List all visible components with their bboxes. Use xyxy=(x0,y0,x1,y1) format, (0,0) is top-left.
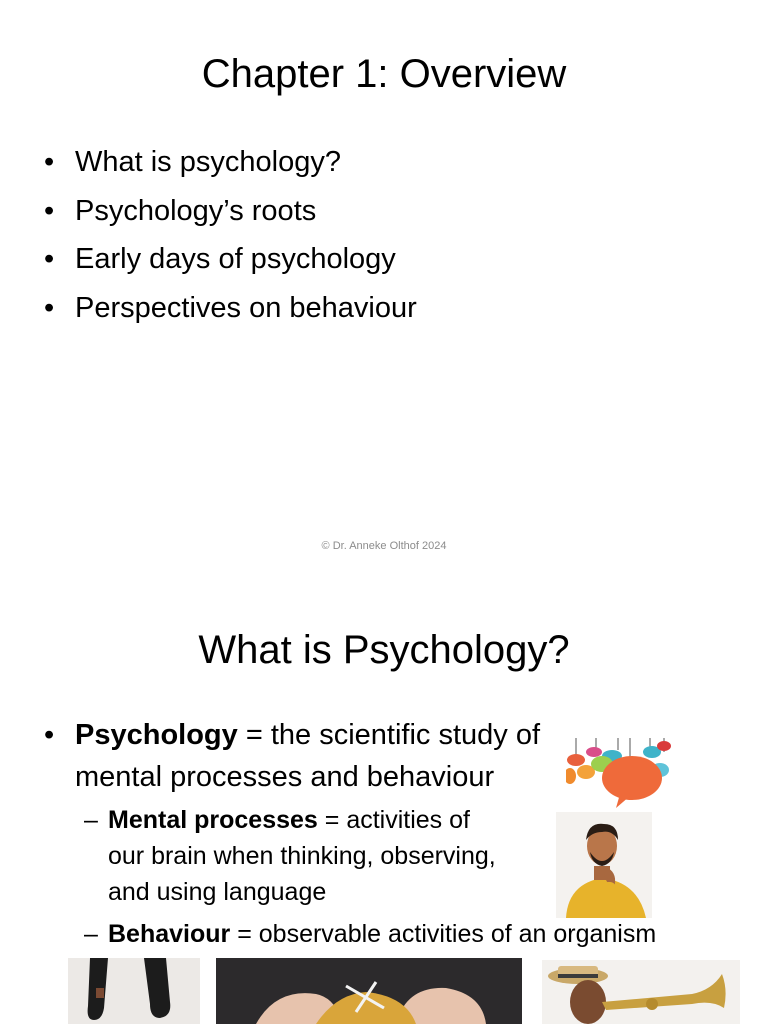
definition-bullet xyxy=(44,714,564,798)
sub-bullet-text xyxy=(108,916,724,952)
slide-title: Chapter 1: Overview xyxy=(201,52,567,96)
sub-bullet-term: Behaviour xyxy=(108,920,231,948)
bullet-icon: • xyxy=(44,719,55,751)
bullet-item: • Perspectives on behaviour xyxy=(44,284,417,333)
running-legs-image xyxy=(68,958,200,1024)
sub-bullet-mental-processes xyxy=(84,802,504,910)
definition-term: Psychology xyxy=(75,719,238,751)
sub-bullet-body: = observable activities of an organism xyxy=(230,920,657,948)
bullet-item: • Early days of psychology xyxy=(44,235,417,284)
definition-text xyxy=(75,714,564,798)
dash-icon: – xyxy=(84,806,98,834)
speech-bubbles-image xyxy=(566,738,674,810)
sub-bullet-term: Mental processes xyxy=(108,806,318,834)
sub-bullet-behaviour xyxy=(84,916,724,952)
copyright-footer: © Dr. Anneke Olthof 2024 xyxy=(321,540,447,552)
sub-bullet-body: = activities of our brain when thinking, observing, and using language xyxy=(108,806,496,906)
definition-body: = the scientific study of mental processes and behaviour xyxy=(75,719,541,793)
sub-bullet-text xyxy=(108,802,504,910)
slide-what-is-psychology xyxy=(0,576,768,1024)
thinking-man-image xyxy=(556,812,652,918)
bullet-item: • What is psychology? xyxy=(44,138,417,187)
bullet-list xyxy=(44,138,417,332)
bullet-item: • Psychology’s roots xyxy=(44,187,417,236)
trumpet-player-image xyxy=(542,960,740,1024)
dash-icon: – xyxy=(84,920,98,948)
knitting-image xyxy=(216,958,522,1024)
slide-title: What is Psychology? xyxy=(198,628,570,672)
